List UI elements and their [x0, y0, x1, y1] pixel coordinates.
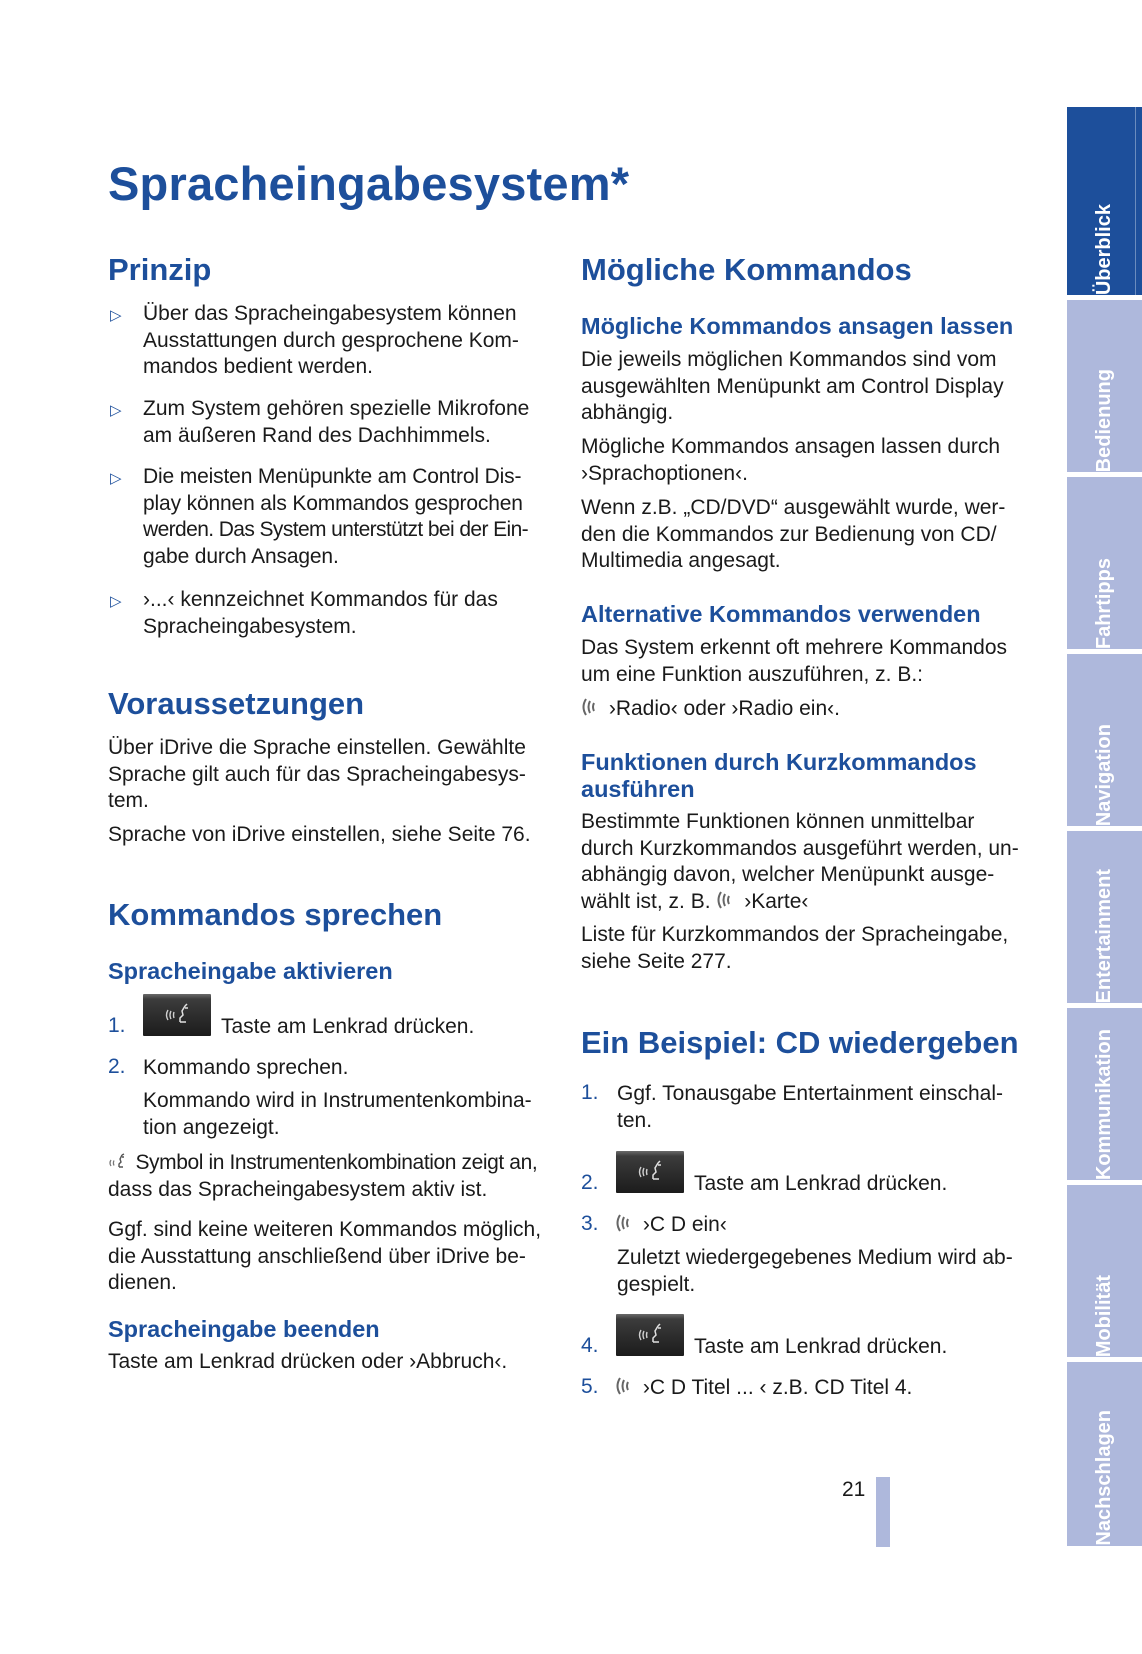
heading-alternative-kommandos: Alternative Kommandos verwenden [581, 601, 981, 627]
tab-bedienung[interactable]: Bedienung [1067, 300, 1142, 472]
step-number: 5. [581, 1375, 599, 1398]
command-example: ›Radio‹ oder ›Radio ein‹. [581, 696, 840, 723]
tab-navigation[interactable]: Navigation [1067, 654, 1142, 826]
voice-command-icon [716, 889, 738, 911]
bullet-item: Über das Spracheingabesystem können Ausstattungen durch gesprochene Kom- mandos bedient werden. [143, 302, 519, 378]
step-text: Ggf. Tonausgabe Entertainment einschal- ten. [617, 1082, 1004, 1132]
tab-mobilitaet[interactable]: Mobilität [1067, 1185, 1142, 1357]
paragraph: Das System erkennt oft mehrere Kommandos um eine Funktion auszuführen, z. B.: [581, 636, 1008, 686]
page-reference: Liste für Kurzkommandos der Spracheingabe, siehe Seite 277. [581, 923, 1009, 973]
step-text: Taste am Lenkrad drücken. [221, 1015, 475, 1038]
step-number: 2. [581, 1171, 599, 1194]
step-number: 2. [108, 1055, 126, 1078]
heading-prinzip: Prinzip [108, 252, 212, 287]
step-text: Kommando sprechen. [143, 1056, 349, 1079]
heading-spracheingabe-beenden: Spracheingabe beenden [108, 1316, 380, 1342]
voice-command-icon [615, 1212, 637, 1234]
symbol-note: Symbol in Instrumentenkombination zeigt an, dass das Spracheingabesystem aktiv ist. [108, 1151, 538, 1201]
heading-kurzkommandos: Funktionen durch Kurzkommandos ausführen [581, 749, 977, 802]
heading-kommandos-ansagen: Mögliche Kommandos ansagen lassen [581, 313, 1014, 339]
heading-kommandos-sprechen: Kommandos sprechen [108, 897, 443, 932]
paragraph: Über iDrive die Sprache einstellen. Gewählte Sprache gilt auch für das Spracheingabesys- tem. [108, 736, 526, 812]
tab-entertainment[interactable]: Entertainment [1067, 831, 1142, 1003]
paragraph: Wenn z.B. „CD/DVD“ ausgewählt wurde, wer- den die Kommandos zur Bedienung von CD/ Multimedia angesagt. [581, 496, 1006, 572]
step-number: 3. [581, 1212, 599, 1235]
tab-nachschlagen[interactable]: Nachschlagen [1067, 1362, 1142, 1546]
step-text: Taste am Lenkrad drücken. [694, 1172, 948, 1195]
step-text: Taste am Lenkrad drücken. [694, 1335, 948, 1358]
triangle-bullet-icon: ▷ [110, 402, 122, 419]
heading-voraussetzungen: Voraussetzungen [108, 686, 365, 721]
step-number: 4. [581, 1334, 599, 1357]
voice-button-icon [616, 1314, 684, 1356]
page-marker-bar [876, 1477, 890, 1547]
step-note: Kommando wird in Instrumentenkombina- tion angezeigt. [143, 1089, 532, 1139]
step-command: ›C D ein‹ [615, 1212, 727, 1239]
voice-command-icon [615, 1375, 637, 1397]
heading-spracheingabe-aktivieren: Spracheingabe aktivieren [108, 958, 393, 984]
speech-symbol-icon [108, 1152, 130, 1172]
tab-kommunikation[interactable]: Kommunikation [1067, 1008, 1142, 1180]
tab-fahrtipps[interactable]: Fahrtipps [1067, 477, 1142, 649]
triangle-bullet-icon: ▷ [110, 470, 122, 487]
paragraph: Taste am Lenkrad drücken oder ›Abbruch‹. [108, 1350, 508, 1373]
bullet-item: Zum System gehören spezielle Mikrofone am äußeren Rand des Dachhimmels. [143, 397, 530, 447]
paragraph: Ggf. sind keine weiteren Kommandos möglich, die Ausstattung anschließend über iDrive be- dienen. [108, 1218, 542, 1294]
heading-ein-beispiel: Ein Beispiel: CD wiedergeben [581, 1025, 1019, 1060]
triangle-bullet-icon: ▷ [110, 307, 122, 324]
page-number: 21 [842, 1478, 866, 1501]
voice-button-icon [143, 994, 211, 1036]
paragraph: Mögliche Kommandos ansagen lassen durch ›Sprachoptionen‹. [581, 435, 1001, 485]
step-command: ›C D Titel ... ‹ z.B. CD Titel 4. [615, 1375, 912, 1402]
page-title: Spracheingabesystem* [108, 157, 630, 210]
step-number: 1. [108, 1014, 126, 1037]
tab-ueberblick[interactable]: Überblick [1067, 107, 1142, 295]
voice-button-icon [616, 1151, 684, 1193]
paragraph: Bestimmte Funktionen können unmittelbar durch Kurzkommandos ausgeführt werden, un- abhängig davon, welcher Menüpunkt ausge- wählt ist, z. B. ›Karte‹ [581, 810, 1019, 913]
page-reference: Sprache von iDrive einstellen, siehe Seite 76. [108, 823, 531, 846]
step-number: 1. [581, 1081, 599, 1104]
voice-command-icon [581, 696, 603, 718]
step-note: Zuletzt wiedergegebenes Medium wird ab- gespielt. [617, 1246, 1013, 1296]
bullet-item: ›...‹ kennzeichnet Kommandos für das Spracheingabesystem. [143, 588, 498, 638]
paragraph: Die jeweils möglichen Kommandos sind vom ausgewählten Menüpunkt am Control Display abhängig. [581, 348, 1004, 424]
bullet-item: Die meisten Menüpunkte am Control Dis- play können als Kommandos gesprochen werden. Das System unterstützt bei der Ein- gabe durch Ansagen. [143, 465, 529, 568]
heading-moegliche-kommandos: Mögliche Kommandos [581, 252, 912, 287]
triangle-bullet-icon: ▷ [110, 593, 122, 610]
